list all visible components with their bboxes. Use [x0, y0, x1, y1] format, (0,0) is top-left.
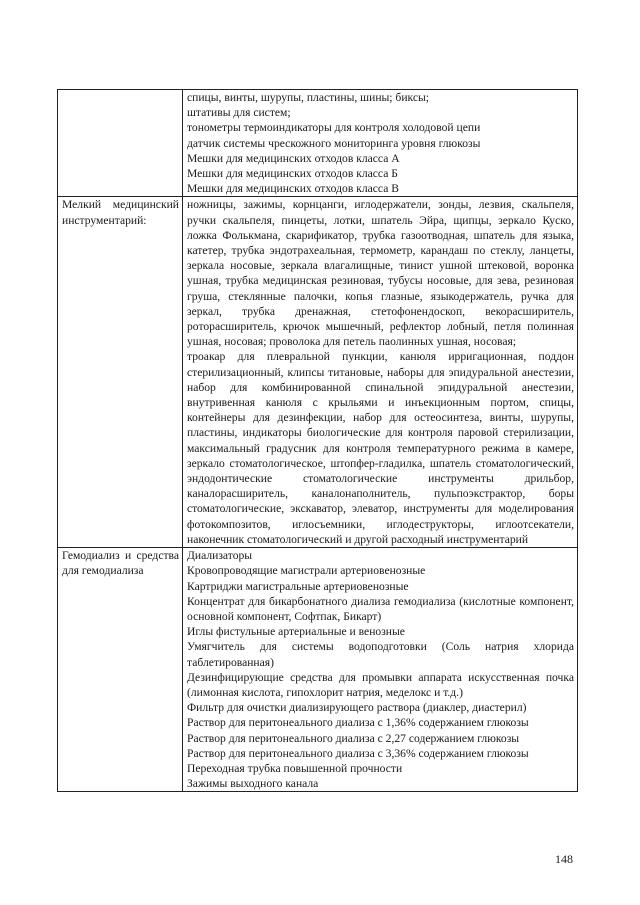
item-line: Мешки для медицинских отходов класса Б	[187, 167, 398, 181]
category-cell	[58, 197, 183, 548]
item-paragraph: Раствор для перитонеального диализа с 2,27 содержанием глюкозы	[187, 731, 520, 745]
items-cell	[183, 90, 578, 197]
item-paragraph: Концентрат для бикарбонатного диализа гемодиализа (кислотные компонент, основной компонент, Софтпак, Бикарт)	[187, 594, 574, 623]
item-paragraph: Иглы фистульные артериальные и венозные	[187, 625, 405, 639]
items-cell	[183, 197, 578, 548]
item-paragraph: Диализаторы	[187, 549, 253, 563]
item-paragraph: Дезинфицирующие средства для промывки аппарата искусственная почка (лимонная кислота, гипохлорит натрия, меделокс и т.д.)	[187, 670, 574, 699]
item-line: штативы для систем;	[187, 106, 291, 120]
table-row	[58, 197, 578, 548]
item-paragraph: Картриджи магистральные артериовенозные	[187, 579, 409, 593]
item-paragraph: Кровопроводящие магистрали артериовенозные	[187, 564, 426, 578]
item-paragraph: Зажимы выходного канала	[187, 777, 319, 791]
category-cell	[58, 548, 183, 792]
equipment-table	[57, 89, 578, 792]
item-line: датчик системы чрескожного мониторинга уровня глюкозы	[187, 136, 481, 150]
item-paragraph: троакар для плевральной пункции, канюля ирригационная, поддон стерилизационный, клипсы титановые, наборы для эпидуральной анестезии, набор для комбинированной спинальной эпидуральной анестезии, внутривенная канюля с крыльями и инъекционным портом, спицы, контейнеры для дезинфекции, набор для остеосинтеза, винты, шурупы, пластины, индикаторы биологические для контроля паровой стерилизации, максимальный градусник для контроля температурного режима в камере, зеркало стоматологическое, штопфер-гладилка, шпатель стоматологический, эндодонтические стоматологические инструменты дрильбор, каналорасширитель, каналонаполнитель, пульпоэкстрактор, боры стоматологические, экскаватор, элеватор, инструменты для моделирования фотокомпозитов, иглосъемники, иглодеструкторы, иглоотсекатели, наконечник стоматологический и другой расходный инструментарий	[187, 350, 574, 546]
item-paragraph: Раствор для перитонеального диализа с 1,36% содержанием глюкозы	[187, 716, 529, 730]
items-cell	[183, 548, 578, 792]
page-number: 148	[555, 852, 573, 866]
item-paragraph: Раствор для перитонеального диализа с 3,36% содержанием глюкозы	[187, 746, 529, 760]
item-line: спицы, винты, шурупы, пластины, шины; биксы;	[187, 91, 430, 104]
item-line: Мешки для медицинских отходов класса В	[187, 182, 399, 196]
item-line: тонометры термоиндикаторы для контроля холодовой цепи	[187, 121, 481, 135]
item-line: Мешки для медицинских отходов класса А	[187, 151, 400, 165]
table-row	[58, 548, 578, 792]
item-paragraph: Умягчитель для системы водоподготовки (Соль натрия хлорида таблетированная)	[187, 640, 574, 669]
category-cell	[58, 90, 183, 197]
category-label: Мелкий медицинский инструментарий:	[62, 198, 179, 227]
item-paragraph: ножницы, зажимы, корнцанги, иглодержатели, зонды, лезвия, скальпеля, ручки скальпеля, пинцеты, лотки, шпатель Эйра, щипцы, зеркало Куско, ложка Фолькмана, скарификатор, трубка газоотводная, шпатель для языка, катетер, трубка эндотрахеальная, термометр, карандаш по стеклу, ланцеты, зеркала носовые, зеркала влагалищные, тинист ушной штековой, воронка ушная, трубка медицинская резиновая, тубусы носовые, для зева, резиновая груша, стеклянные палочки, копья глазные, языкодержатель, ручка для зеркал, трубка дренажная, стетофонендоскоп, векорасширитель, роторасширитель, крючок мышечный, рефлектор лобный, петля полинная ушная, носовая; проволока для петель паолинных ушная, носовая;	[187, 198, 574, 349]
category-label: Гемодиализ и средства для гемодиализа	[62, 549, 179, 578]
item-paragraph: Переходная трубка повышенной прочности	[187, 761, 403, 775]
item-paragraph: Фильтр для очистки диализирующего раствора (диаклер, диастерил)	[187, 701, 527, 715]
table-row	[58, 90, 578, 197]
